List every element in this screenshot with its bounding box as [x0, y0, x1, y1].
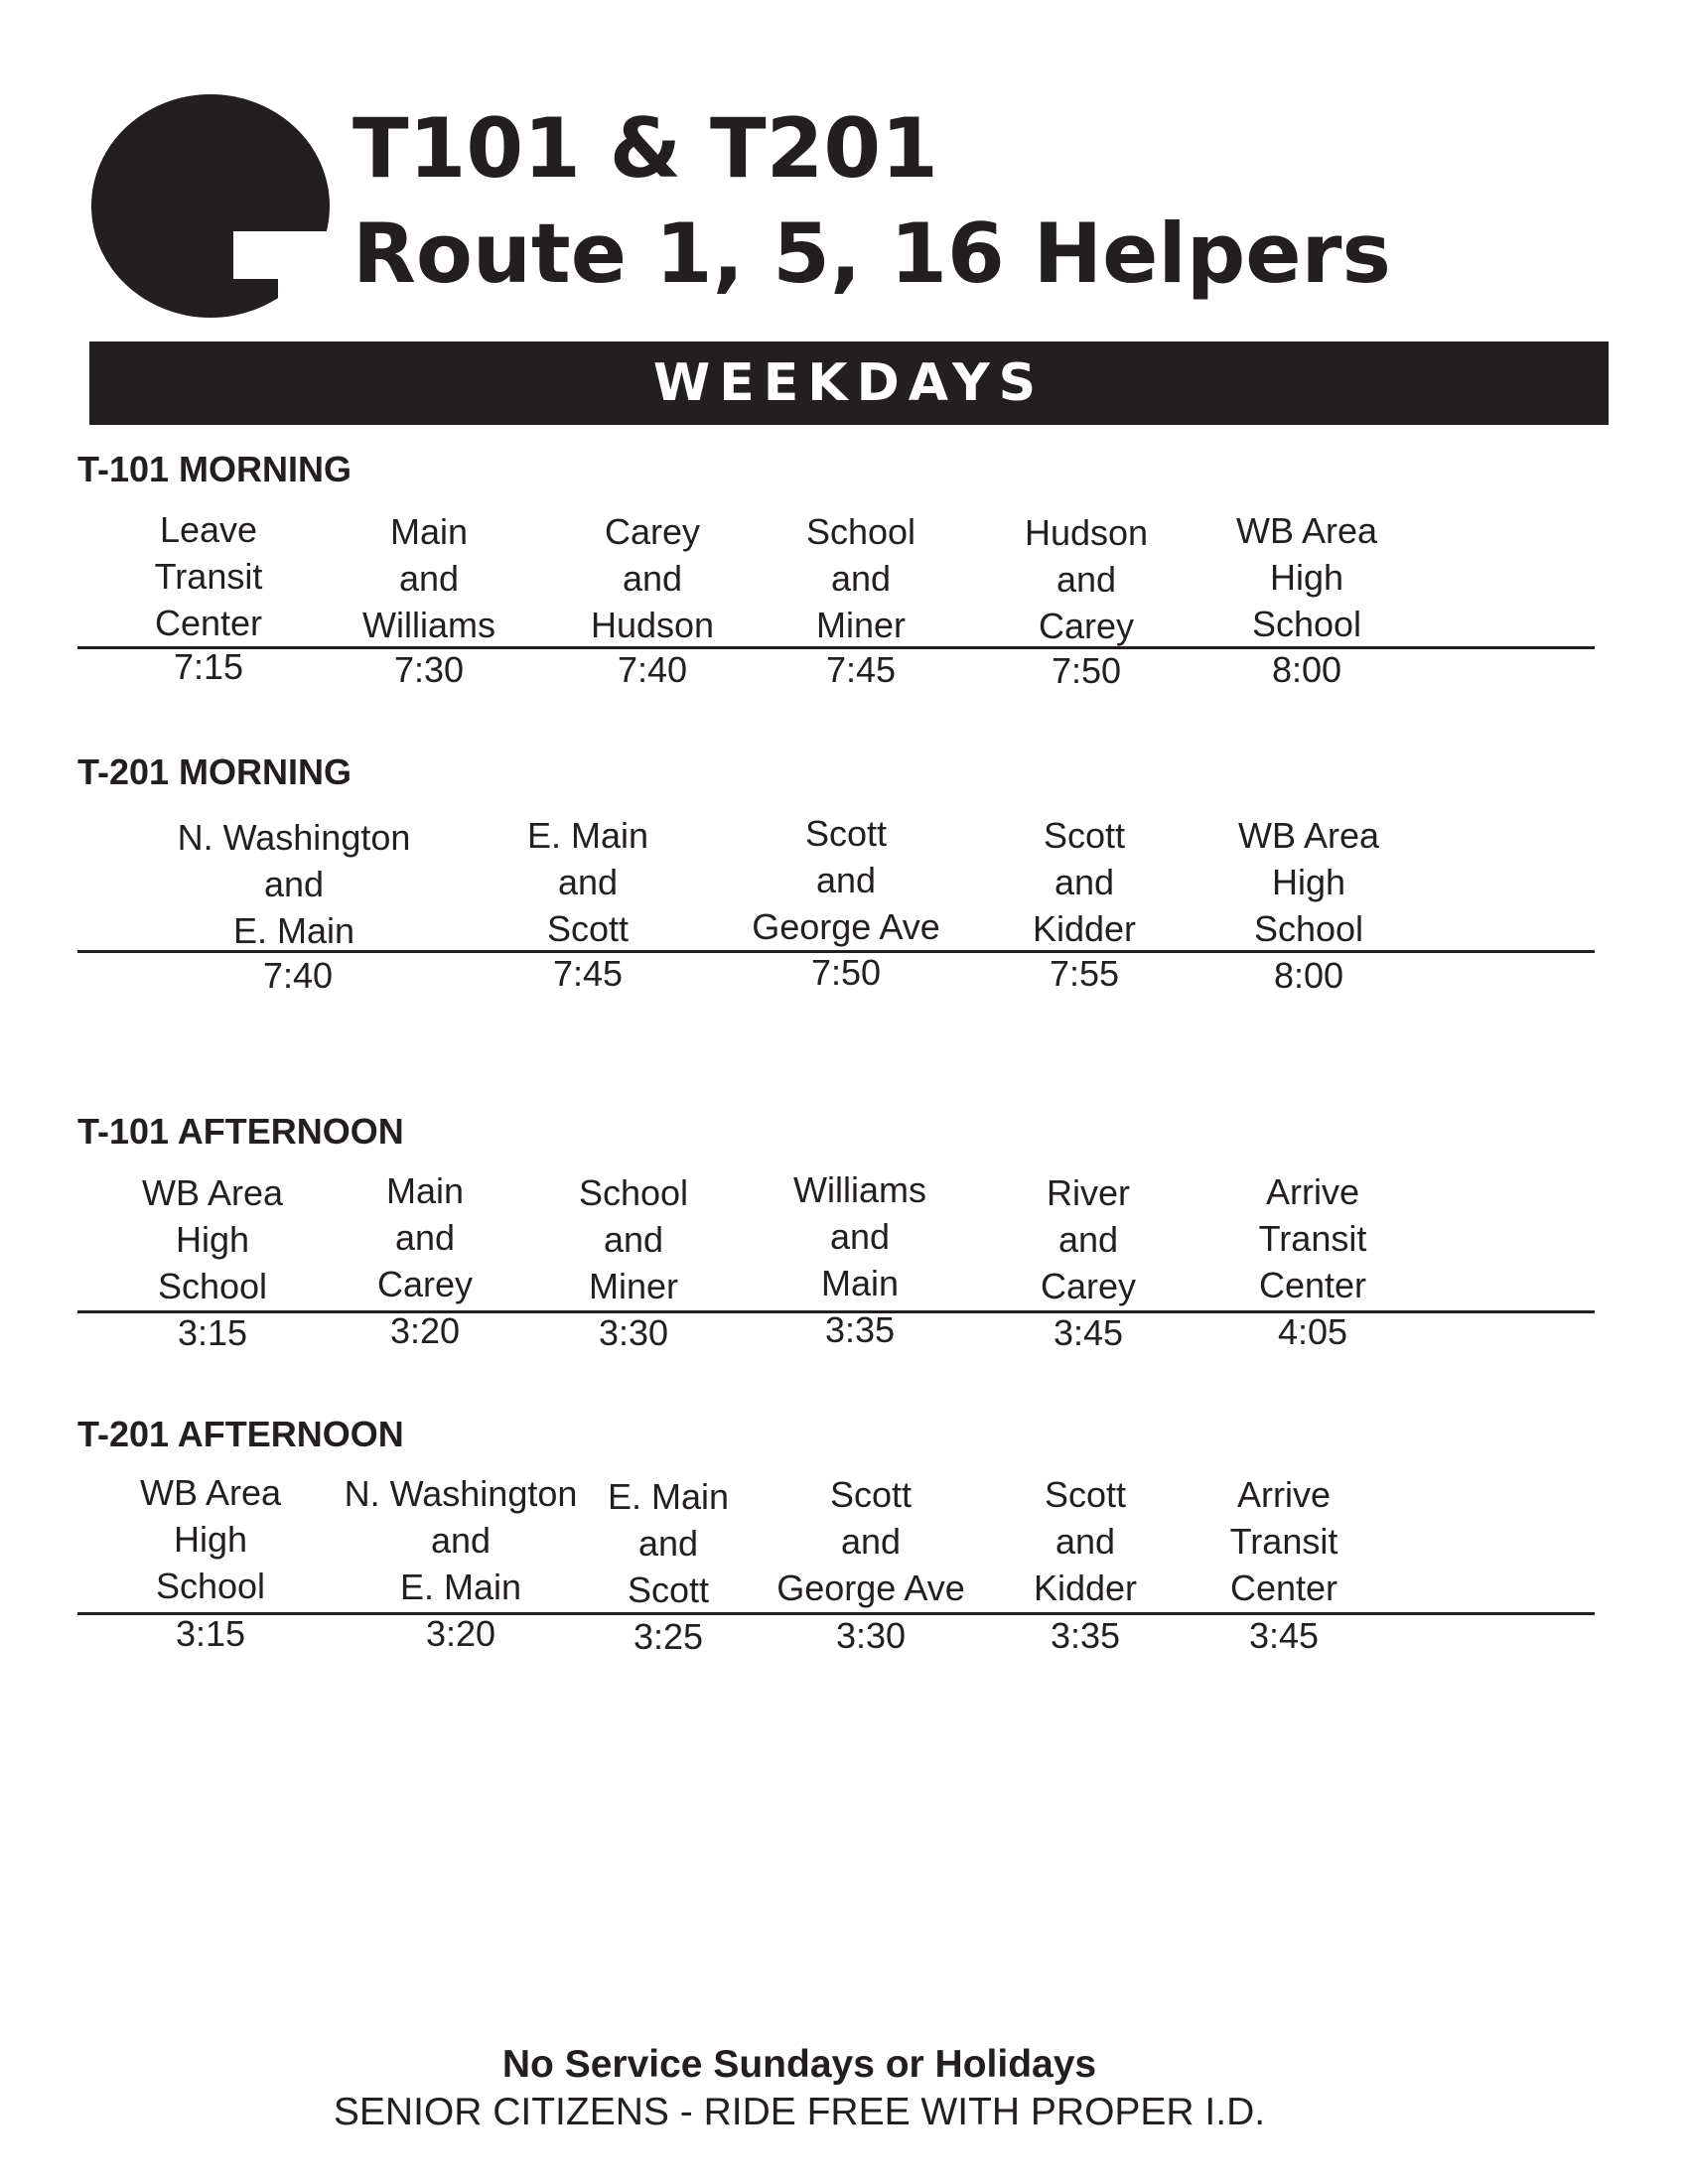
departure-time: 3:15	[177, 1312, 248, 1353]
stop-header: Scott and Kidder	[1033, 1474, 1138, 1608]
no-service-notice: No Service Sundays or Holidays	[501, 2043, 1097, 2086]
stop-header: WB Area High School	[1235, 510, 1378, 644]
section-title-t201-afternoon: T-201 AFTERNOON	[77, 1414, 404, 1454]
stop-header: Hudson and Carey	[1024, 512, 1149, 646]
departure-time: 7:45	[552, 953, 624, 994]
stop-header: Scott and Kidder	[1032, 815, 1137, 949]
stop-header: Scott and George Ave	[752, 813, 940, 947]
stop-header: WB Area High School	[141, 1172, 284, 1306]
departure-time: 7:55	[1049, 953, 1120, 994]
departure-time: 7:50	[810, 952, 882, 993]
departure-time: 3:30	[835, 1615, 907, 1656]
departure-time: 7:45	[825, 649, 897, 690]
stop-header: WB Area High School	[139, 1472, 282, 1606]
stop-header: Scott and George Ave	[776, 1474, 965, 1608]
stop-header: N. Washington and E. Main	[344, 1473, 578, 1607]
departure-time: 3:45	[1053, 1312, 1124, 1353]
stop-header: Arrive Transit Center	[1229, 1474, 1338, 1608]
section-title-t201-morning: T-201 MORNING	[77, 751, 352, 792]
stop-header: School and Miner	[578, 1172, 689, 1306]
departure-time: 7:40	[262, 955, 334, 996]
stop-header: Arrive Transit Center	[1258, 1171, 1367, 1305]
banner-label: WEEKDAYS	[652, 353, 1046, 413]
departure-time: 7:15	[173, 646, 244, 687]
stop-header: Williams and Main	[793, 1169, 926, 1303]
departure-time: 4:05	[1277, 1311, 1348, 1352]
section-title-t101-afternoon: T-101 AFTERNOON	[77, 1111, 404, 1152]
section-title-t101-morning: T-101 MORNING	[77, 449, 352, 489]
departure-time: 7:50	[1051, 650, 1122, 691]
stop-header: Leave Transit Center	[154, 509, 263, 643]
stop-header: N. Washington and E. Main	[177, 817, 411, 951]
page-title-line1: T101 & T201	[352, 100, 938, 197]
stop-header: School and Miner	[805, 511, 916, 645]
departure-time: 3:45	[1248, 1615, 1320, 1656]
departure-time: 3:35	[1050, 1615, 1121, 1656]
stop-header: E. Main and Scott	[607, 1476, 730, 1610]
stop-header: Main and Williams	[362, 511, 495, 645]
departure-time: 7:40	[617, 649, 688, 690]
departure-time: 8:00	[1271, 649, 1342, 690]
departure-time: 3:20	[425, 1613, 496, 1654]
stop-header: WB Area High School	[1237, 815, 1380, 949]
departure-time: 8:00	[1273, 955, 1344, 996]
departure-time: 7:30	[393, 649, 465, 690]
stop-header: Main and Carey	[376, 1170, 474, 1304]
departure-time: 3:35	[824, 1309, 896, 1350]
stop-header: Carey and Hudson	[590, 511, 715, 645]
transit-logo	[91, 94, 330, 318]
departure-time: 3:25	[633, 1616, 704, 1657]
departure-time: 3:30	[598, 1312, 669, 1353]
stop-header: River and Carey	[1040, 1172, 1137, 1306]
weekdays-banner	[89, 341, 1609, 425]
departure-time: 3:15	[175, 1613, 246, 1654]
stop-header: E. Main and Scott	[526, 815, 649, 949]
page-title-line2: Route 1, 5, 16 Helpers	[352, 205, 1391, 302]
senior-citizens-notice: SENIOR CITIZENS - RIDE FREE WITH PROPER I.D.	[333, 2091, 1266, 2133]
departure-time: 3:20	[389, 1310, 461, 1351]
